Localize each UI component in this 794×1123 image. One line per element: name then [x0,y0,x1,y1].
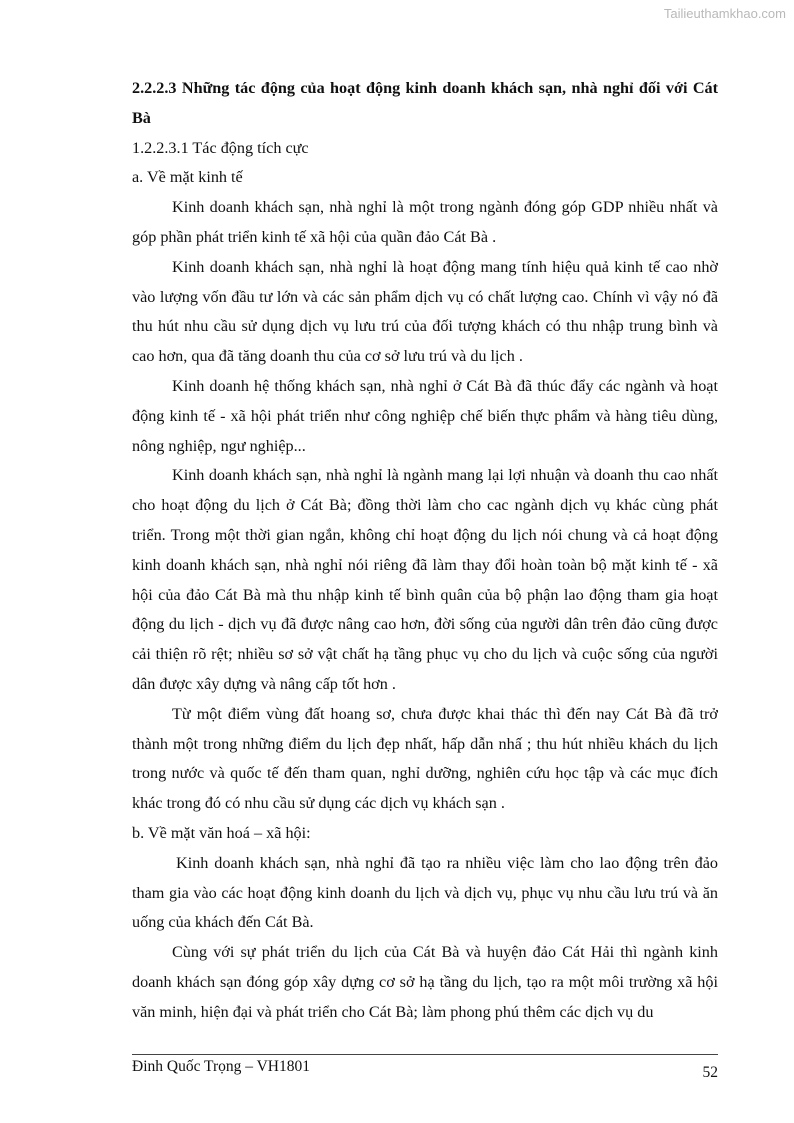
paragraph: Cùng với sự phát triển du lịch của Cát Bà và huyện đảo Cát Hải thì ngành kinh doanh khách sạn đóng góp xây dựng cơ sở hạ tầng du lịch, tạo ra một môi trường xã hội văn minh, hiện đại và phát triển cho Cát Bà; làm phong phú thêm các dịch vụ du [132,943,718,1021]
subsection-heading: 1.2.2.3.1 Tác động tích cực [132,138,309,157]
section-heading: 2.2.2.3 Những tác động của hoạt động kinh doanh khách sạn, nhà nghỉ đối với Cát Bà [132,79,718,127]
section-b-title: b. Về mặt văn hoá – xã hội: [132,823,311,842]
footer-divider [132,1054,718,1055]
watermark-text: Tailieuthamkhao.com [663,6,786,21]
paragraph: Kinh doanh khách sạn, nhà nghỉ đã tạo ra nhiều việc làm cho lao động trên đảo tham gia vào các hoạt động kinh doanh du lịch và dịch vụ, phục vụ nhu cầu lưu trú và ăn uống của khách đến Cát Bà. [132,853,718,932]
footer-author: Đinh Quốc Trọng – VH1801 [132,1058,310,1075]
paragraph: Kinh doanh khách sạn, nhà nghỉ là một trong ngành đóng góp GDP nhiều nhất và góp phần phát triển kinh tế xã hội của quần đảo Cát Bà . [132,198,718,246]
page-content [132,74,718,1028]
paragraph: Kinh doanh hệ thống khách sạn, nhà nghỉ ở Cát Bà đã thúc đẩy các ngành và hoạt động kinh tế - xã hội phát triển như công nghiệp chế biến thực phẩm và hàng tiêu dùng, nông nghiệp, ngư nghiệp... [132,376,718,455]
page-number: 52 [702,1064,718,1081]
paragraph: Kinh doanh khách sạn, nhà nghỉ là ngành mang lại lợi nhuận và doanh thu cao nhất cho hoạt động du lịch ở Cát Bà; đồng thời làm cho cac ngành dịch vụ khác cùng phát triển. Trong một thời gian ngắn, không chỉ hoạt động du lịch nói chung và cả hoạt động kinh doanh khách sạn, nhà nghỉ nói riêng đã làm thay đổi hoàn toàn bộ mặt kinh tế - xã hội của đảo Cát Bà mà thu nhập kinh tế bình quân của bộ phận lao động tham gia hoạt động du lịch - dịch vụ đã được nâng cao hơn, đời sống của người dân trên đảo cũng được cải thiện rõ rệt; nhiều sơ sở vật chất hạ tầng phục vụ cho du lịch và cuộc sống của người dân được xây dựng và nâng cấp tốt hơn . [132,466,718,693]
paragraph: Từ một điểm vùng đất hoang sơ, chưa được khai thác thì đến nay Cát Bà đã trở thành một trong những điểm du lịch đẹp nhất, hấp dẫn nhấ ; thu hút nhiều khách du lịch trong nước và quốc tế đến tham quan, nghỉ dưỡng, nghiên cứu học tập và các mục đích khác trong đó có nhu cầu sử dụng các dịch vụ khách sạn . [132,704,718,813]
paragraph: Kinh doanh khách sạn, nhà nghỉ là hoạt động mang tính hiệu quả kinh tế cao nhờ vào lượng vốn đầu tư lớn và các sản phẩm dịch vụ có chất lượng cao. Chính vì vậy nó đã thu hút nhu cầu sử dụng dịch vụ lưu trú của đối tượng khách có thu nhập trung bình và cao hơn, qua đã tăng doanh thu của cơ sở lưu trú và du lịch . [132,257,718,366]
section-a-title: a. Về mặt kinh tế [132,168,243,187]
